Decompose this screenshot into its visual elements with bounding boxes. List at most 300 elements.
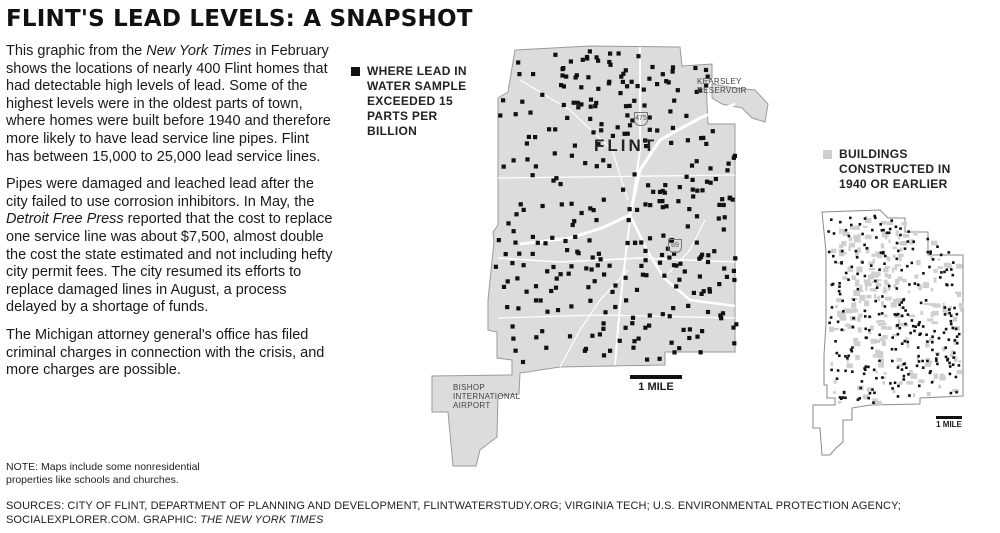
- old-building-patch: [838, 401, 842, 404]
- old-building-patch: [899, 257, 902, 261]
- old-building-patch: [873, 354, 877, 357]
- small-lead-marker: [839, 221, 842, 224]
- small-lead-marker: [956, 313, 959, 316]
- legend-lead: [351, 64, 481, 139]
- small-lead-marker: [838, 354, 841, 357]
- old-building-patch: [940, 374, 944, 380]
- old-building-patch: [876, 371, 878, 374]
- old-building-patch: [934, 277, 937, 282]
- small-lead-marker: [956, 342, 959, 345]
- small-lead-marker: [948, 308, 951, 311]
- airport-label: BISHOP INTERNATIONAL AIRPORT: [453, 383, 521, 410]
- old-building-patch: [868, 283, 872, 285]
- old-building-patch: [931, 288, 933, 291]
- old-building-patch: [883, 268, 889, 273]
- small-lead-marker: [832, 255, 835, 258]
- small-lead-marker: [902, 299, 905, 302]
- old-building-patch: [845, 324, 851, 327]
- old-building-patch: [858, 327, 862, 332]
- old-building-patch: [884, 372, 887, 374]
- small-lead-marker: [895, 226, 898, 229]
- small-lead-marker: [918, 333, 921, 336]
- small-lead-marker: [864, 368, 867, 371]
- old-building-patch: [914, 275, 918, 279]
- old-building-patch: [927, 392, 931, 396]
- small-lead-marker: [838, 285, 841, 288]
- old-building-patch: [938, 385, 941, 389]
- small-lead-marker: [954, 339, 957, 342]
- small-lead-marker: [868, 315, 871, 318]
- small-lead-marker: [889, 382, 892, 385]
- small-lead-marker: [944, 313, 947, 316]
- sources-credit: SOURCES: CITY OF FLINT, DEPARTMENT OF PLANNING AND DEVELOPMENT, FLINTWATERSTUDY.ORG; VIRGINIA TECH; U.S. ENVIRONMENTAL PROTECTION AGENCY; SOCIALEXPLORER.COM. GRAPHIC: THE NEW YORK TIMES: [6, 500, 901, 526]
- old-building-patch: [900, 248, 903, 252]
- old-building-patch: [881, 301, 884, 307]
- old-building-patch: [908, 290, 910, 293]
- old-building-patch: [931, 312, 935, 317]
- old-building-patch: [853, 290, 860, 296]
- old-building-patch: [875, 272, 879, 278]
- old-building-patch: [885, 297, 892, 301]
- small-lead-marker: [881, 229, 884, 232]
- old-building-patch: [924, 303, 930, 305]
- old-building-patch: [882, 340, 886, 346]
- small-lead-marker: [853, 298, 856, 301]
- small-lead-marker: [907, 230, 910, 233]
- small-lead-marker: [897, 366, 900, 369]
- small-lead-marker: [863, 244, 866, 247]
- small-lead-marker: [904, 309, 907, 312]
- small-lead-marker: [880, 251, 883, 254]
- small-lead-marker: [948, 338, 951, 341]
- old-building-patch: [853, 235, 859, 240]
- small-lead-marker: [834, 340, 837, 343]
- small-lead-marker: [907, 341, 910, 344]
- old-building-patch: [876, 320, 879, 323]
- small-lead-marker: [839, 293, 842, 296]
- old-building-patch: [859, 270, 862, 272]
- old-building-patch: [879, 320, 885, 322]
- old-building-patch: [953, 317, 958, 322]
- small-lead-marker: [875, 377, 878, 380]
- small-lead-marker: [952, 261, 955, 264]
- small-lead-marker: [896, 242, 899, 245]
- old-building-patch: [960, 308, 963, 312]
- small-lead-marker: [940, 271, 943, 274]
- small-lead-marker: [864, 310, 867, 313]
- old-building-patch: [880, 322, 887, 325]
- small-lead-marker: [905, 366, 908, 369]
- old-building-patch: [859, 295, 865, 301]
- small-lead-marker: [871, 347, 874, 350]
- old-building-patch: [877, 256, 882, 259]
- small-lead-marker: [931, 341, 934, 344]
- small-lead-marker: [896, 324, 899, 327]
- old-building-patch: [881, 326, 887, 330]
- small-lead-marker: [913, 330, 916, 333]
- reservoir-label: KEARSLEY RESERVOIR: [697, 77, 747, 95]
- old-building-patch: [834, 380, 837, 384]
- old-building-patch: [913, 393, 915, 397]
- small-lead-marker: [904, 247, 907, 250]
- small-lead-marker: [911, 262, 914, 265]
- small-lead-marker: [903, 378, 906, 381]
- small-lead-marker: [889, 228, 892, 231]
- small-lead-marker: [949, 373, 952, 376]
- small-lead-marker: [843, 392, 846, 395]
- old-building-patch: [893, 247, 897, 250]
- old-building-patch: [888, 326, 892, 330]
- old-building-patch: [849, 237, 853, 241]
- old-building-patch: [955, 292, 961, 295]
- small-lead-marker: [883, 262, 886, 265]
- small-lead-marker: [948, 251, 951, 254]
- old-building-patch: [850, 227, 854, 230]
- small-lead-marker: [841, 328, 844, 331]
- small-lead-marker: [884, 255, 887, 258]
- old-building-patch: [892, 268, 894, 273]
- small-lead-marker: [900, 269, 903, 272]
- small-lead-marker: [838, 282, 841, 285]
- small-lead-marker: [881, 312, 884, 315]
- paragraph-3: The Michigan attorney general's office has filed criminal charges in connection with the crisis, and more charges are possible.: [6, 326, 325, 379]
- old-building-patch: [831, 249, 837, 254]
- old-building-patch: [923, 282, 930, 288]
- small-lead-marker: [865, 336, 868, 339]
- old-building-patch: [934, 269, 938, 273]
- small-lead-marker: [861, 233, 864, 236]
- small-lead-marker: [874, 300, 877, 303]
- small-lead-marker: [840, 262, 843, 265]
- old-building-patch: [865, 235, 872, 240]
- old-building-patch: [842, 276, 847, 279]
- old-building-patch: [881, 243, 884, 248]
- small-lead-marker: [895, 348, 898, 351]
- old-building-patch: [903, 234, 910, 238]
- small-lead-marker: [881, 295, 884, 298]
- small-lead-marker: [922, 366, 925, 369]
- small-lead-marker: [871, 229, 874, 232]
- small-lead-marker: [948, 362, 951, 365]
- old-building-patch: [895, 264, 901, 266]
- old-building-patch: [907, 344, 910, 348]
- small-lead-marker: [922, 272, 925, 275]
- small-lead-marker: [836, 352, 839, 355]
- small-lead-marker: [911, 319, 914, 322]
- small-lead-marker: [912, 240, 915, 243]
- old-building-patch: [909, 315, 915, 318]
- old-building-patch: [956, 370, 962, 374]
- old-building-patch: [831, 362, 833, 366]
- small-lead-marker: [914, 282, 917, 285]
- old-building-patch: [944, 263, 951, 268]
- old-building-patch: [891, 302, 897, 307]
- small-lead-marker: [851, 370, 854, 373]
- legend-buildings-swatch: [823, 150, 832, 159]
- old-building-patch: [906, 381, 913, 385]
- old-building-patch: [925, 343, 929, 348]
- small-lead-marker: [830, 316, 833, 319]
- old-building-patch: [898, 319, 901, 324]
- highway-475-shield: 475: [634, 112, 648, 126]
- small-lead-marker: [901, 315, 904, 318]
- small-lead-marker: [851, 266, 854, 269]
- old-building-patch: [845, 308, 851, 313]
- old-building-patch: [858, 313, 863, 317]
- old-building-patch: [835, 305, 838, 308]
- small-lead-marker: [939, 276, 942, 279]
- small-lead-marker: [932, 258, 935, 261]
- old-building-patch: [870, 326, 874, 331]
- small-lead-marker: [904, 323, 907, 326]
- small-lead-marker: [945, 328, 948, 331]
- small-lead-marker: [953, 307, 956, 310]
- small-lead-marker: [901, 368, 904, 371]
- old-building-patch: [877, 296, 880, 301]
- small-lead-marker: [929, 372, 932, 375]
- small-lead-marker: [852, 317, 855, 320]
- small-lead-marker: [837, 321, 840, 324]
- small-lead-marker: [904, 340, 907, 343]
- small-lead-marker: [899, 234, 902, 237]
- small-lead-marker: [873, 392, 876, 395]
- small-lead-marker: [948, 312, 951, 315]
- small-lead-marker: [876, 286, 879, 289]
- small-lead-marker: [955, 376, 958, 379]
- small-lead-marker: [833, 232, 836, 235]
- old-building-patch: [877, 401, 882, 406]
- small-lead-marker: [871, 388, 874, 391]
- small-lead-marker: [926, 360, 929, 363]
- old-building-patch: [928, 361, 932, 365]
- old-building-patch: [869, 268, 876, 271]
- old-building-patch: [874, 294, 876, 299]
- old-building-patch: [886, 256, 888, 260]
- old-building-patch: [901, 222, 907, 225]
- old-building-patch: [916, 260, 920, 265]
- small-lead-marker: [946, 269, 949, 272]
- small-lead-marker: [899, 227, 902, 230]
- legend-lead-swatch: [351, 67, 360, 76]
- old-building-patch: [956, 264, 963, 269]
- small-lead-marker: [866, 247, 869, 250]
- small-lead-marker: [902, 363, 905, 366]
- city-label: FLINT: [594, 136, 658, 155]
- small-lead-marker: [874, 280, 877, 283]
- small-lead-marker: [857, 288, 860, 291]
- small-lead-marker: [936, 245, 939, 248]
- old-building-patch: [847, 360, 849, 363]
- small-lead-marker: [931, 381, 934, 384]
- old-building-patch: [867, 388, 872, 392]
- small-lead-marker: [888, 232, 891, 235]
- small-lead-marker: [949, 365, 952, 368]
- small-lead-marker: [863, 373, 866, 376]
- small-lead-marker: [958, 364, 961, 367]
- small-lead-marker: [946, 284, 949, 287]
- small-lead-marker: [841, 250, 844, 253]
- small-lead-marker: [951, 284, 954, 287]
- small-lead-marker: [944, 346, 947, 349]
- small-lead-marker: [845, 272, 848, 275]
- small-lead-marker: [907, 240, 910, 243]
- old-building-patch: [847, 363, 853, 368]
- old-building-patch: [897, 358, 903, 362]
- small-lead-marker: [878, 360, 881, 363]
- small-lead-marker: [920, 302, 923, 305]
- old-building-patch: [853, 338, 858, 343]
- small-lead-marker: [864, 217, 867, 220]
- small-lead-marker: [891, 387, 894, 390]
- old-building-patch: [853, 226, 860, 230]
- small-scale-label: 1 MILE: [936, 420, 962, 429]
- small-lead-marker: [899, 327, 902, 330]
- small-lead-marker: [927, 251, 930, 254]
- old-building-patch: [865, 286, 867, 291]
- small-lead-marker: [950, 315, 953, 318]
- legend-lead-label: WHERE LEAD IN WATER SAMPLE EXCEEDED 15 PARTS PER BILLION: [367, 64, 467, 138]
- old-building-patch: [877, 355, 882, 358]
- small-lead-marker: [830, 218, 833, 221]
- small-lead-marker: [897, 250, 900, 253]
- small-lead-marker: [925, 299, 928, 302]
- paragraph-1: This graphic from the New York Times in February shows the locations of nearly 400 Flint homes that had detectable high levels of lead. Some of the highest levels were in the oldest parts of town, where homes were built before 1940 and therefore more likely to have lead service line pipes. Flint has between 15,000 to 25,000 lead service lines.: [6, 43, 331, 165]
- old-building-patch: [860, 285, 862, 290]
- old-building-patch: [938, 258, 941, 260]
- old-building-patch: [871, 339, 878, 344]
- small-lead-marker: [891, 348, 894, 351]
- small-lead-marker: [878, 334, 881, 337]
- small-lead-marker: [898, 304, 901, 307]
- small-lead-marker: [861, 380, 864, 383]
- small-lead-marker: [878, 268, 881, 271]
- small-lead-marker: [928, 266, 931, 269]
- small-lead-marker: [897, 385, 900, 388]
- small-lead-marker: [908, 394, 911, 397]
- small-lead-marker: [828, 251, 831, 254]
- old-building-patch: [927, 318, 933, 321]
- small-lead-marker: [891, 360, 894, 363]
- small-lead-marker: [831, 284, 834, 287]
- old-building-patch: [934, 373, 938, 379]
- small-lead-marker: [856, 256, 859, 259]
- small-lead-marker: [873, 369, 876, 372]
- old-building-patch: [918, 379, 924, 383]
- small-lead-marker: [935, 359, 938, 362]
- small-lead-marker: [852, 326, 855, 329]
- small-lead-marker: [952, 363, 955, 366]
- small-lead-marker: [855, 250, 858, 253]
- small-lead-marker: [950, 323, 953, 326]
- old-building-patch: [883, 381, 886, 385]
- small-lead-marker: [864, 328, 867, 331]
- old-building-patch: [837, 311, 841, 317]
- old-building-patch: [896, 230, 899, 236]
- old-building-patch: [855, 355, 860, 360]
- old-building-patch: [888, 239, 890, 243]
- small-lead-marker: [873, 215, 876, 218]
- map-note: NOTE: Maps include some nonresidential properties like schools and churches.: [6, 461, 200, 486]
- old-building-patch: [848, 247, 850, 252]
- old-building-patch: [860, 290, 864, 292]
- small-lead-marker: [912, 248, 915, 251]
- small-lead-marker: [943, 331, 946, 334]
- small-lead-marker: [933, 330, 936, 333]
- small-lead-marker: [868, 329, 871, 332]
- small-lead-marker: [940, 254, 943, 257]
- old-building-patch: [839, 228, 841, 234]
- small-lead-marker: [895, 314, 898, 317]
- old-building-patch: [878, 351, 883, 355]
- old-building-patch: [910, 373, 917, 379]
- legend-buildings: [823, 147, 953, 192]
- small-lead-marker: [956, 335, 959, 338]
- small-lead-marker: [907, 373, 910, 376]
- small-lead-marker: [831, 306, 834, 309]
- old-building-patch: [859, 301, 862, 303]
- old-building-patch: [863, 226, 867, 228]
- old-building-patch: [864, 301, 869, 307]
- small-lead-marker: [897, 395, 900, 398]
- old-building-patch: [833, 391, 836, 393]
- small-lead-marker: [918, 360, 921, 363]
- small-lead-marker: [943, 271, 946, 274]
- small-lead-marker: [861, 261, 864, 264]
- old-building-patch: [854, 240, 861, 243]
- small-lead-marker: [953, 352, 956, 355]
- small-lead-marker: [879, 223, 882, 226]
- old-building-patch: [829, 327, 834, 332]
- small-lead-marker: [922, 325, 925, 328]
- old-building-patch: [839, 252, 845, 256]
- small-lead-marker: [870, 264, 873, 267]
- small-lead-marker: [857, 398, 860, 401]
- small-lead-marker: [845, 229, 848, 232]
- old-building-patch: [898, 383, 902, 385]
- old-building-patch: [893, 255, 896, 258]
- small-lead-marker: [912, 325, 915, 328]
- small-lead-marker: [864, 275, 867, 278]
- small-lead-marker: [903, 375, 906, 378]
- old-building-patch: [898, 236, 900, 239]
- legend-buildings-label: BUILDINGS CONSTRUCTED IN 1940 OR EARLIER: [839, 147, 951, 191]
- small-lead-marker: [927, 238, 930, 241]
- old-building-patch: [882, 335, 888, 340]
- paragraph-2: Pipes were damaged and leached lead after the city failed to use corrosion inhibitors. In May, the Detroit Free Press reported that the cost to replace one service line was about $7,500, almost double the cost the state estimated and not including hefty city permit fees. The city resumed its efforts to replace damaged lines in August, a process delayed by a shortage of funds.: [6, 176, 333, 316]
- small-lead-marker: [918, 321, 921, 324]
- old-building-patch: [938, 266, 943, 269]
- old-building-patch: [857, 317, 861, 322]
- old-building-patch: [931, 241, 938, 246]
- small-lead-marker: [958, 333, 961, 336]
- small-lead-marker: [938, 337, 941, 340]
- old-building-patch: [866, 295, 871, 299]
- main-scale-label: 1 MILE: [638, 381, 674, 393]
- small-lead-marker: [881, 376, 884, 379]
- old-building-patch: [851, 303, 856, 308]
- old-building-patch: [920, 311, 923, 315]
- old-building-patch: [887, 222, 894, 226]
- small-lead-marker: [884, 305, 887, 308]
- small-lead-marker: [842, 396, 845, 399]
- old-building-patch: [852, 275, 856, 280]
- small-lead-marker: [848, 235, 851, 238]
- old-building-patch: [898, 254, 904, 257]
- small-lead-marker: [931, 335, 934, 338]
- small-lead-marker: [844, 370, 847, 373]
- small-lead-marker: [952, 274, 955, 277]
- small-lead-marker: [838, 290, 841, 293]
